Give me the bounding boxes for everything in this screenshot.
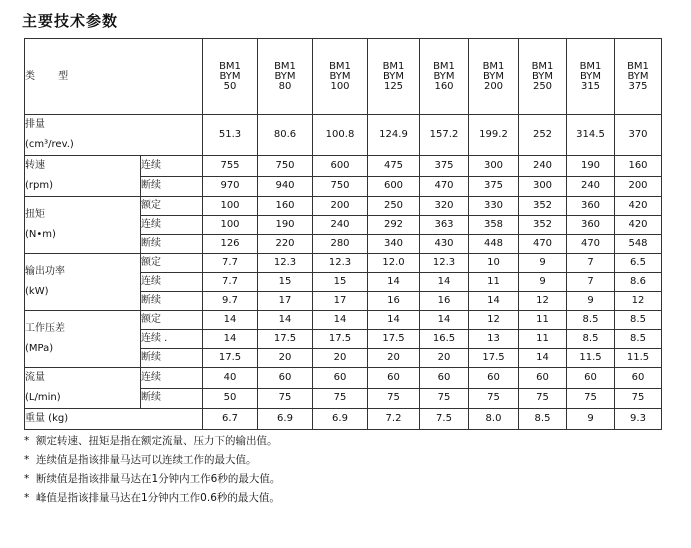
footnotes: [24, 432, 280, 508]
model-header: [313, 39, 368, 115]
model-name-line: BM1: [627, 60, 649, 72]
value-cell: 11: [519, 330, 567, 349]
value-cell: 14: [368, 273, 420, 292]
value-cell: 6.7: [203, 409, 258, 430]
value-cell: 340: [368, 235, 420, 254]
value-cell: 352: [519, 197, 567, 216]
value-cell: 475: [368, 156, 420, 177]
value-cell: 160: [258, 197, 313, 216]
value-cell: 8.5: [615, 311, 662, 330]
asterisk-mark: *: [24, 492, 30, 504]
value-cell: 126: [203, 235, 258, 254]
param-label-line: 扭矩: [25, 209, 45, 220]
value-cell: 14: [203, 311, 258, 330]
sub-label: 连续: [141, 368, 203, 389]
sub-label: 断续: [141, 235, 203, 254]
value-cell: 12: [469, 311, 519, 330]
param-label-line: 工作压差: [25, 323, 65, 334]
value-cell: 970: [203, 176, 258, 197]
sub-label: 断续: [141, 176, 203, 197]
value-cell: 17.5: [203, 349, 258, 368]
value-cell: 363: [420, 216, 469, 235]
model-name-line: BYM: [433, 70, 455, 82]
value-cell: 7.5: [420, 409, 469, 430]
value-cell: 280: [313, 235, 368, 254]
value-cell: 252: [519, 115, 567, 156]
value-cell: 60: [567, 368, 615, 389]
param-label-line: (kW): [25, 286, 49, 297]
table-row: [25, 115, 662, 156]
value-cell: 12.3: [258, 254, 313, 273]
sub-label: 连续: [141, 156, 203, 177]
value-cell: 8.5: [519, 409, 567, 430]
value-cell: 17.5: [368, 330, 420, 349]
model-header: [519, 39, 567, 115]
value-cell: 12: [519, 292, 567, 311]
type-header: 类 型: [25, 39, 203, 115]
value-cell: 7.7: [203, 254, 258, 273]
sub-label: 连续: [141, 216, 203, 235]
param-label: [25, 311, 141, 368]
sub-label: 连续 .: [141, 330, 203, 349]
model-name-line: 315: [580, 80, 601, 92]
model-name-line: BYM: [482, 70, 505, 82]
note-text: 连续值是指该排量马达可以连续工作的最大值。: [36, 454, 257, 466]
model-header: [420, 39, 469, 115]
table-row: [25, 197, 662, 216]
value-cell: 75: [420, 388, 469, 409]
page-title: 主要技术参数: [22, 12, 119, 30]
model-name-line: BYM: [219, 70, 241, 82]
model-name-line: 80: [278, 80, 292, 92]
param-label-line: 排量: [25, 119, 45, 130]
param-label-line: 转速: [25, 160, 45, 171]
value-cell: 60: [313, 368, 368, 389]
model-name-line: BM1: [579, 60, 602, 72]
value-cell: 300: [519, 176, 567, 197]
model-name-line: BYM: [274, 70, 296, 82]
value-cell: 100.8: [313, 115, 368, 156]
table-row: [25, 409, 662, 430]
value-cell: 9: [567, 292, 615, 311]
value-cell: 51.3: [203, 115, 258, 156]
sub-label: 连续: [141, 273, 203, 292]
value-cell: 11: [469, 273, 519, 292]
value-cell: 292: [368, 216, 420, 235]
value-cell: 60: [615, 368, 662, 389]
value-cell: 124.9: [368, 115, 420, 156]
value-cell: 14: [313, 311, 368, 330]
value-cell: 358: [469, 216, 519, 235]
model-header: [203, 39, 258, 115]
value-cell: 100: [203, 216, 258, 235]
model-name-line: BM1: [382, 60, 405, 72]
value-cell: 10: [469, 254, 519, 273]
table-row: [25, 311, 662, 330]
table-row: [25, 368, 662, 389]
param-label-line: 流量: [25, 372, 45, 383]
model-name-line: 375: [628, 80, 648, 92]
note-line: [24, 451, 280, 470]
value-cell: 17.5: [313, 330, 368, 349]
value-cell: 60: [258, 368, 313, 389]
value-cell: 60: [368, 368, 420, 389]
value-cell: 9.3: [615, 409, 662, 430]
value-cell: 240: [519, 156, 567, 177]
asterisk-mark: *: [24, 473, 30, 485]
value-cell: 11.5: [615, 349, 662, 368]
value-cell: 7.2: [368, 409, 420, 430]
sub-label: 断续: [141, 349, 203, 368]
value-cell: 16: [368, 292, 420, 311]
value-cell: 420: [615, 197, 662, 216]
sub-label: 断续: [141, 292, 203, 311]
value-cell: 17.5: [258, 330, 313, 349]
param-label: [25, 409, 203, 430]
value-cell: 12: [615, 292, 662, 311]
value-cell: 240: [567, 176, 615, 197]
value-cell: 190: [258, 216, 313, 235]
param-label: [25, 115, 203, 156]
value-cell: 360: [567, 197, 615, 216]
value-cell: 750: [313, 176, 368, 197]
param-label: [25, 156, 141, 197]
value-cell: 370: [615, 115, 662, 156]
value-cell: 17: [258, 292, 313, 311]
value-cell: 16: [420, 292, 469, 311]
model-name-line: BM1: [531, 60, 554, 72]
value-cell: 12.3: [420, 254, 469, 273]
value-cell: 60: [420, 368, 469, 389]
value-cell: 548: [615, 235, 662, 254]
value-cell: 60: [469, 368, 519, 389]
value-cell: 430: [420, 235, 469, 254]
value-cell: 75: [615, 388, 662, 409]
param-label: [25, 254, 141, 311]
value-cell: 199.2: [469, 115, 519, 156]
value-cell: 8.0: [469, 409, 519, 430]
model-name-line: 200: [483, 80, 504, 92]
model-name-line: BYM: [329, 70, 351, 82]
value-cell: 20: [258, 349, 313, 368]
value-cell: 14: [368, 311, 420, 330]
value-cell: 600: [313, 156, 368, 177]
spec-table: [24, 38, 662, 430]
value-cell: 940: [258, 176, 313, 197]
table-row: [25, 254, 662, 273]
value-cell: 14: [203, 330, 258, 349]
value-cell: 375: [469, 176, 519, 197]
param-label-line: (MPa): [25, 343, 54, 354]
note-text: 峰值是指该排量马达在1分钟内工作0.6秒的最大值。: [36, 492, 280, 504]
value-cell: 12.3: [313, 254, 368, 273]
value-cell: 100: [203, 197, 258, 216]
model-name-line: 50: [223, 80, 237, 92]
value-cell: 20: [420, 349, 469, 368]
value-cell: 8.5: [567, 330, 615, 349]
sub-label: 断续: [141, 388, 203, 409]
value-cell: 330: [469, 197, 519, 216]
value-cell: 75: [519, 388, 567, 409]
asterisk-mark: *: [24, 435, 30, 447]
sub-label: 额定: [141, 254, 203, 273]
value-cell: 240: [313, 216, 368, 235]
model-name-line: BYM: [627, 70, 649, 82]
value-cell: 755: [203, 156, 258, 177]
value-cell: 375: [420, 156, 469, 177]
table-row: [25, 156, 662, 177]
model-header: [567, 39, 615, 115]
param-label: [25, 197, 141, 254]
model-header: [469, 39, 519, 115]
param-label-line: (N•m): [25, 229, 56, 240]
value-cell: 11: [519, 311, 567, 330]
sub-label: 额定: [141, 197, 203, 216]
value-cell: 9.7: [203, 292, 258, 311]
value-cell: 8.5: [615, 330, 662, 349]
value-cell: 50: [203, 388, 258, 409]
value-cell: 60: [519, 368, 567, 389]
model-name-line: BM1: [219, 60, 241, 72]
value-cell: 20: [313, 349, 368, 368]
value-cell: 75: [368, 388, 420, 409]
model-name-line: BM1: [274, 60, 296, 72]
note-line: [24, 432, 280, 451]
value-cell: 8.6: [615, 273, 662, 292]
value-cell: 200: [313, 197, 368, 216]
model-name-line: 125: [383, 80, 404, 92]
model-name-line: BM1: [329, 60, 351, 72]
value-cell: 6.9: [258, 409, 313, 430]
value-cell: 160: [615, 156, 662, 177]
value-cell: 75: [258, 388, 313, 409]
value-cell: 14: [420, 311, 469, 330]
value-cell: 7: [567, 254, 615, 273]
note-text: 额定转速、扭矩是指在额定流量、压力下的输出值。: [36, 435, 278, 447]
value-cell: 75: [567, 388, 615, 409]
param-label-line: (L/min): [25, 392, 61, 403]
sub-label: 额定: [141, 311, 203, 330]
value-cell: 200: [615, 176, 662, 197]
value-cell: 80.6: [258, 115, 313, 156]
value-cell: 14: [420, 273, 469, 292]
value-cell: 220: [258, 235, 313, 254]
param-label-line: (rpm): [25, 180, 54, 191]
param-label: [25, 368, 141, 409]
model-name-line: 100: [330, 80, 350, 92]
value-cell: 157.2: [420, 115, 469, 156]
value-cell: 13: [469, 330, 519, 349]
model-name-line: BM1: [433, 60, 455, 72]
value-cell: 6.9: [313, 409, 368, 430]
value-cell: 448: [469, 235, 519, 254]
value-cell: 7.7: [203, 273, 258, 292]
value-cell: 314.5: [567, 115, 615, 156]
value-cell: 470: [420, 176, 469, 197]
value-cell: 11.5: [567, 349, 615, 368]
value-cell: 17: [313, 292, 368, 311]
value-cell: 12.0: [368, 254, 420, 273]
value-cell: 14: [519, 349, 567, 368]
value-cell: 8.5: [567, 311, 615, 330]
value-cell: 14: [469, 292, 519, 311]
value-cell: 300: [469, 156, 519, 177]
value-cell: 75: [313, 388, 368, 409]
note-line: [24, 470, 280, 489]
note-text: 断续值是指该排量马达在1分钟内工作6秒的最大值。: [36, 473, 281, 485]
asterisk-mark: *: [24, 454, 30, 466]
header-row: [25, 39, 662, 115]
model-header: [258, 39, 313, 115]
model-name-line: BYM: [579, 70, 602, 82]
param-label-line: 重量 (kg): [25, 413, 69, 424]
value-cell: 470: [567, 235, 615, 254]
value-cell: 470: [519, 235, 567, 254]
model-header: [615, 39, 662, 115]
param-label-line: 输出功率: [25, 266, 65, 277]
value-cell: 6.5: [615, 254, 662, 273]
value-cell: 320: [420, 197, 469, 216]
value-cell: 352: [519, 216, 567, 235]
value-cell: 40: [203, 368, 258, 389]
value-cell: 14: [258, 311, 313, 330]
value-cell: 16.5: [420, 330, 469, 349]
model-name-line: 250: [532, 80, 553, 92]
value-cell: 15: [258, 273, 313, 292]
value-cell: 17.5: [469, 349, 519, 368]
value-cell: 9: [519, 273, 567, 292]
value-cell: 9: [567, 409, 615, 430]
param-label-line: (cm³/rev.): [25, 139, 74, 150]
value-cell: 75: [469, 388, 519, 409]
model-name-line: BM1: [482, 60, 505, 72]
model-name-line: BYM: [531, 70, 554, 82]
value-cell: 250: [368, 197, 420, 216]
value-cell: 600: [368, 176, 420, 197]
value-cell: 20: [368, 349, 420, 368]
value-cell: 420: [615, 216, 662, 235]
value-cell: 360: [567, 216, 615, 235]
value-cell: 9: [519, 254, 567, 273]
note-line: [24, 489, 280, 508]
value-cell: 15: [313, 273, 368, 292]
model-name-line: BYM: [382, 70, 405, 82]
model-header: [368, 39, 420, 115]
value-cell: 750: [258, 156, 313, 177]
value-cell: 7: [567, 273, 615, 292]
value-cell: 190: [567, 156, 615, 177]
model-name-line: 160: [434, 80, 454, 92]
